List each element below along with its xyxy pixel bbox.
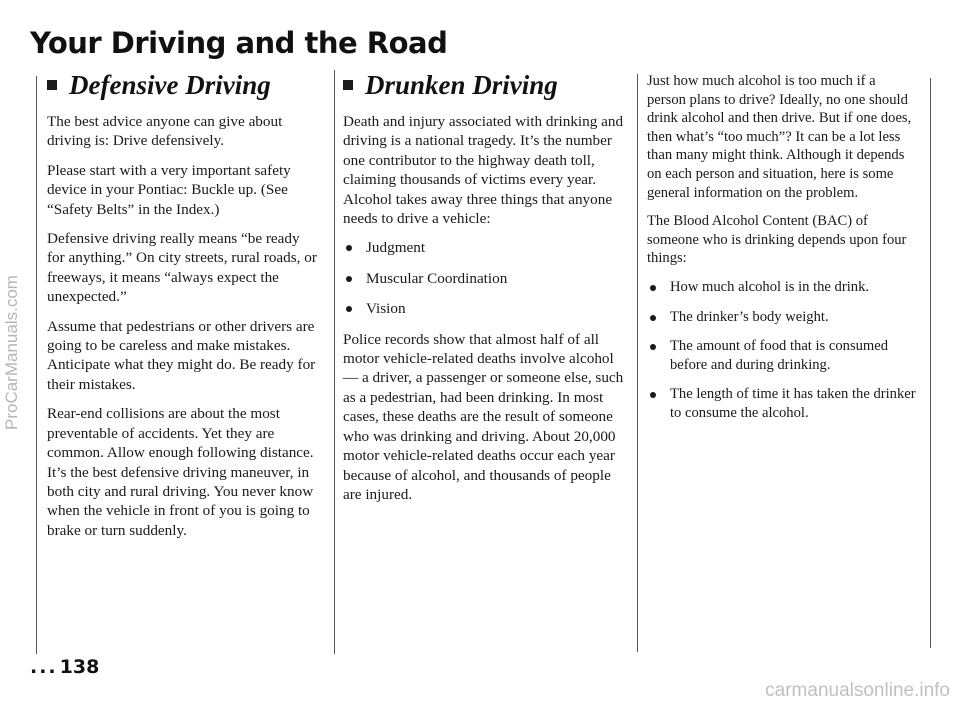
- paragraph: Assume that pedestrians or other drivers are going to be careless and make mistakes. Anticipate what they might do. Be ready for their mistakes.: [47, 317, 316, 393]
- list-item: Muscular Coordination: [343, 269, 628, 288]
- watermark-side: ProCarManuals.com: [2, 275, 21, 430]
- list-item: How much alcohol is in the drink.: [647, 278, 917, 297]
- left-column: [47, 70, 319, 550]
- column-rule-right: [637, 74, 638, 652]
- square-bullet-icon: [47, 80, 57, 90]
- column-rule-middle: [334, 70, 335, 654]
- bullet-dot-icon: [346, 245, 352, 251]
- paragraph: Police records show that almost half of all motor vehicle-related deaths involve alcohol — a driver, a passenger or someone else, such as a pedestrian, had been drinking. In most cases, these deaths are the result of someone who was drinking and driving. About 20,000 motor vehicle-related deaths occur each year because of alcohol, and thousands of people are injured.: [343, 330, 624, 503]
- paragraph: The best advice anyone can give about driving is: Drive defensively.: [47, 113, 283, 150]
- list-item: Vision: [343, 299, 628, 318]
- page-title: Your Driving and the Road: [30, 26, 448, 60]
- list-item: The drinker’s body weight.: [647, 308, 917, 327]
- watermark-bottom: carmanualsonline.info: [765, 680, 950, 701]
- bullet-dot-icon: [346, 306, 352, 312]
- paragraph: Please start with a very important safety device in your Pontiac: Buckle up. (See “Safety Belts” in the Index.): [47, 161, 291, 218]
- list-item: The amount of food that is consumed before and during drinking.: [647, 337, 917, 374]
- list-item: The length of time it has taken the drinker to consume the alcohol.: [647, 385, 917, 422]
- middle-column: [343, 70, 628, 514]
- section-heading-text: Defensive Driving: [69, 70, 271, 100]
- bullet-dot-icon: [650, 285, 656, 291]
- page-number-value: 138: [59, 656, 100, 678]
- list-item: Judgment: [343, 238, 628, 257]
- paragraph: Defensive driving really means “be ready for anything.” On city streets, rural roads, or freeways, it means “always expect the unexpected.”: [47, 230, 317, 306]
- right-column: [647, 72, 917, 434]
- page-number-prefix: ...: [30, 656, 58, 678]
- column-rule-left: [36, 76, 37, 654]
- bullet-dot-icon: [346, 276, 352, 282]
- square-bullet-icon: [343, 80, 353, 90]
- paragraph: The Blood Alcohol Content (BAC) of someone who is drinking depends upon four things:: [647, 213, 907, 267]
- paragraph: Rear-end collisions are about the most preventable of accidents. Yet they are common. Allow enough following distance. It’s the best defensive driving maneuver, in both city and rural driving. You never know when the vehicle in front of you is going to brake or turn suddenly.: [47, 405, 314, 539]
- paragraph: Death and injury associated with drinking and driving is a national tragedy. It’s the number one contributor to the highway death toll, claiming thousands of victims every year. Alcohol takes away three things that anyone needs to drive a vehicle:: [343, 113, 624, 228]
- paragraph: Just how much alcohol is too much if a person plans to drive? Ideally, no one should drink alcohol and then drive. But if one does, then what’s “too much”? It can be a lot less than many might think. Although it depends on each person and situation, here is some general information on the problem.: [647, 73, 912, 201]
- bullet-list: [343, 238, 628, 318]
- bullet-dot-icon: [650, 315, 656, 321]
- section-heading-drunken-driving: [343, 70, 628, 100]
- bullet-list: [647, 278, 917, 423]
- section-heading-text: Drunken Driving: [365, 70, 558, 100]
- bullet-dot-icon: [650, 344, 656, 350]
- section-heading-defensive-driving: [47, 70, 319, 100]
- bullet-dot-icon: [650, 392, 656, 398]
- page-number: [30, 656, 99, 678]
- column-rule-far-right: [930, 78, 931, 648]
